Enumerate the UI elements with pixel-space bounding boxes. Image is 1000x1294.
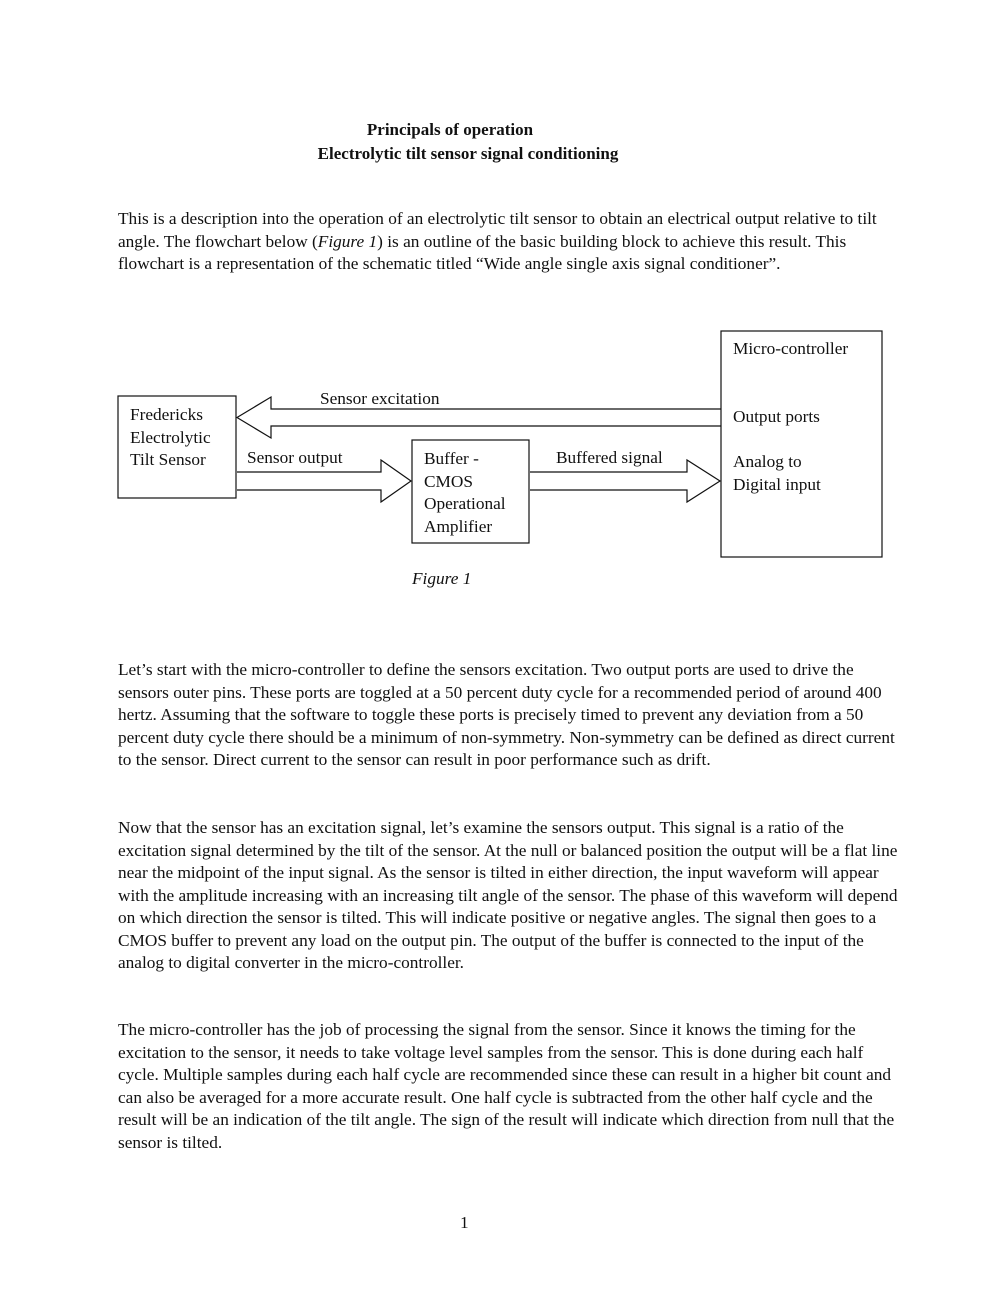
buffer-box-line-1: Buffer - (424, 449, 479, 468)
sensor-box-line-1: Fredericks (130, 405, 203, 424)
mcu-box (721, 331, 882, 557)
sensor-box-line-2: Electrolytic (130, 427, 211, 447)
mcu-adc-line-2: Digital input (733, 474, 821, 494)
sensor-output-label: Sensor output (247, 448, 343, 467)
buffered-signal-label: Buffered signal (556, 448, 663, 467)
heading-line-2: Electrolytic tilt sensor signal conditioning (317, 144, 619, 163)
sensor-box-line-3: Tilt Sensor (130, 450, 206, 469)
buffer-box-line-2: CMOS (424, 471, 473, 491)
buffer-box-line-4: Amplifier (424, 516, 493, 536)
buffer-box-label (424, 448, 506, 538)
figure-caption: Figure 1 (412, 569, 472, 588)
excitation-arrow (237, 397, 721, 438)
paragraph-processing: The micro-controller has the job of processing the signal from the sensor. Since it knows the timing for the excitation to the sensor, it needs to take voltage level samples from the sensor. This is done during each half cycle. Multiple samples during each half cycle are recommended since these can result in a higher bit count and can also be averaged for a more accurate result. One half cycle is subtracted from the other half cycle and the result will be an indication of the tilt angle. The sign of the result will indicate which direction from null that the sensor is tilted. (118, 1020, 895, 1152)
mcu-adc-line-1: Analog to (733, 452, 802, 471)
buffer-box-line-3: Operational (424, 494, 506, 513)
heading-line-1: Principals of operation (366, 120, 534, 139)
mcu-output-ports: Output ports (733, 407, 820, 426)
sensor-box-label (130, 404, 211, 472)
paragraph-sensor-output: Now that the sensor has an excitation signal, let’s examine the sensors output. This signal is a ratio of the excitation signal determined by the tilt of the sensor. At the null or balanced position the output will be a flat line near the midpoint of the input signal. As the sensor is tilted in either direction, the input waveform will appear with the amplitude increasing with an increasing tilt angle of the sensor. The phase of this waveform will depend on which direction the sensor is tilted. This will indicate positive or negative angles. The signal then goes to a CMOS buffer to prevent any load on the output pin. The output of the buffer is connected to the input of the analog to digital converter in the micro-controller. (118, 818, 898, 972)
page-number: 1 (460, 1213, 469, 1232)
paragraph-excitation: Let’s start with the micro-controller to define the sensors excitation. Two output ports are used to drive the sensors outer pins. These ports are toggled at a 50 percent duty cycle for a recommended period of around 400 hertz. Assuming that the software to toggle these ports is precisely timed to prevent any deviation from a 50 percent duty cycle there should be a minimum of non-symmetry. Non-symmetry can be defined as direct current to the sensor. Direct current to the sensor can result in poor performance such as drift. (118, 660, 895, 769)
intro-text-before: This is a description into the operation of an electrolytic tilt sensor to obtain an electrical output relative to tilt angle. The flowchart below ( (118, 209, 877, 251)
intro-text-after: ) is an outline of the basic building block to achieve this result. This flowchart is a representation of the schematic titled “Wide angle single axis signal conditioner”. (118, 231, 847, 273)
mcu-title: Micro-controller (733, 339, 849, 358)
excitation-label: Sensor excitation (320, 389, 440, 408)
mcu-adc-label (733, 451, 821, 496)
intro-figure-ref: Figure 1 (317, 231, 378, 251)
